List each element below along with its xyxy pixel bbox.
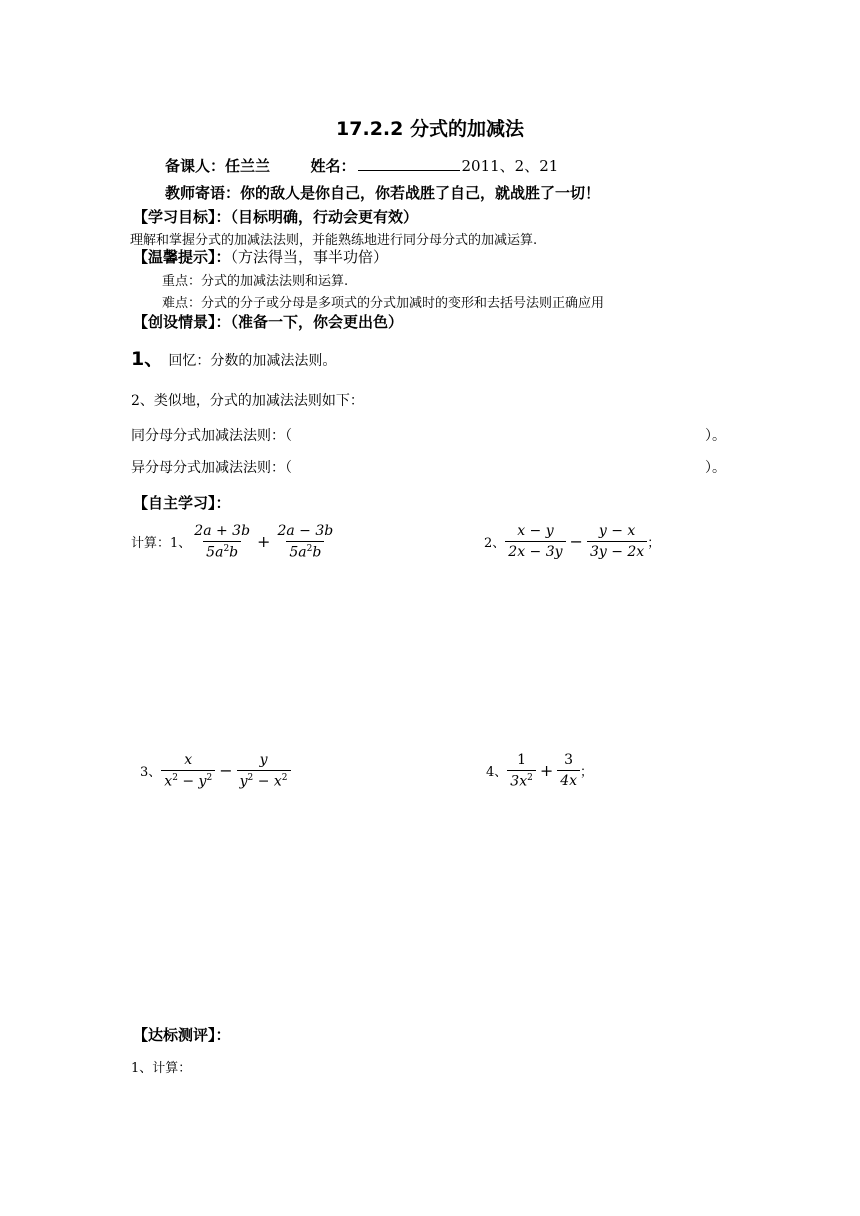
name-blank[interactable] [358, 156, 460, 171]
numerator: y [259, 752, 268, 768]
rule-diff-denominator-end: ）。 [705, 460, 726, 476]
fraction-2a [505, 523, 565, 560]
minus-operator: − [569, 532, 583, 551]
problem-2-label: 2、 [484, 536, 506, 551]
fraction-3a [161, 752, 215, 790]
date-text: 2011、2、21 [461, 157, 559, 175]
minus-operator: − [219, 761, 233, 781]
problem-3 [140, 752, 291, 790]
item1-number: 1、 [131, 348, 164, 370]
problem-1 [131, 523, 336, 561]
teacher-label: 备课人：任兰兰 [165, 157, 271, 175]
tips-heading-rest: （方法得当，事半功倍） [230, 248, 389, 266]
semicolon: ； [580, 765, 594, 781]
page-title: 17.2.2 分式的加减法 [336, 118, 524, 140]
assessment-heading: 【达标测评】： [133, 1026, 231, 1044]
problem-4-label: 4、 [486, 765, 508, 781]
plus-operator: + [539, 761, 554, 781]
difficulty-point: 难点：分式的分子或分母是多项式的分式加减时的变形和去括号法则正确应用 [162, 296, 605, 311]
tips-heading-bold: 【温馨提示】： [133, 248, 231, 266]
denominator: $3x^2$ [507, 770, 536, 790]
numerator: x [184, 752, 193, 768]
numerator: y − x [598, 523, 636, 539]
rule-same-denominator-label: 同分母分式加减法法则：（ [131, 428, 292, 444]
denominator: $5a^2b$ [286, 541, 324, 561]
author-line [165, 155, 558, 176]
denominator: 3y − 2x [587, 541, 647, 560]
denominator: $5a^2b$ [203, 541, 241, 561]
problem-1-label: 计算：1、 [131, 536, 192, 552]
numerator: 1 [517, 752, 527, 768]
scenario-heading: 【创设情景】：（准备一下，你会更出色） [133, 313, 404, 331]
teacher-motto: 教师寄语：你的敌人是你自己，你若战胜了自己，就战胜了一切！ [165, 184, 601, 202]
fraction-1a [191, 523, 253, 561]
key-point: 重点：分式的加减法法则和运算. [162, 274, 349, 289]
name-label: 姓名： [310, 157, 356, 175]
denominator: $y^2 - x^2$ [237, 770, 291, 790]
numerator: x − y [517, 523, 554, 539]
problem-3-label: 3、 [140, 765, 162, 781]
fraction-1b [274, 523, 336, 561]
scenario-item-1 [131, 344, 336, 371]
assessment-item-1: 1、计算： [131, 1061, 192, 1076]
denominator: 4x [557, 770, 580, 789]
numerator: 2a − 3b [277, 523, 334, 539]
problem-4 [486, 752, 593, 790]
fraction-4b [557, 752, 580, 789]
fraction-3b [237, 752, 291, 790]
plus-operator: + [257, 532, 271, 552]
scenario-item-2: 2、类似地，分式的加减法法则如下： [131, 393, 364, 409]
denominator: 2x − 3y [505, 541, 565, 560]
self-study-heading: 【自主学习】： [133, 494, 231, 512]
denominator: $x^2 - y^2$ [161, 770, 215, 790]
fraction-2b [587, 523, 647, 560]
objectives-body: 理解和掌握分式的加减法法则，并能熟练地进行同分母分式的加减运算. [130, 233, 538, 248]
problem-2 [484, 523, 660, 560]
numerator: 3 [564, 752, 574, 769]
objectives-heading: 【学习目标】：（目标明确，行动会更有效） [133, 208, 419, 226]
tips-heading [133, 246, 388, 267]
numerator: 2a + 3b [194, 523, 251, 539]
item1-text: 回忆：分数的加减法法则。 [168, 353, 337, 369]
fraction-4a [507, 752, 536, 790]
semicolon: ； [647, 536, 661, 551]
rule-same-denominator-end: ）。 [705, 428, 726, 444]
rule-diff-denominator-label: 异分母分式加减法法则：（ [131, 460, 292, 476]
